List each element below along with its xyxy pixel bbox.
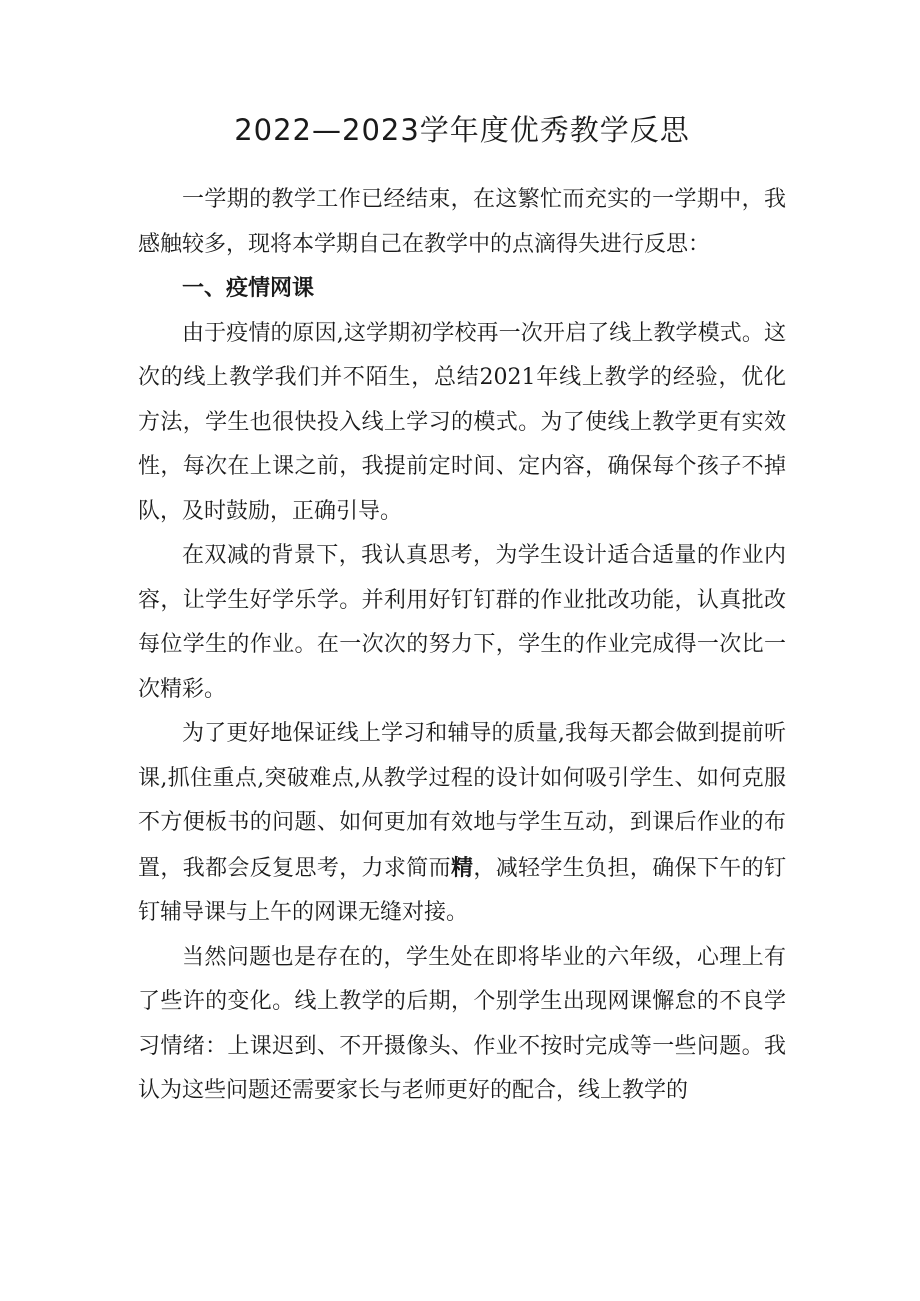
section-heading: 一、疫情网课 xyxy=(182,276,315,301)
paragraph-tutoring-text-a: 为了更好地保证线上学习和辅导的质量,我每天都会做到提前听课,抓住重点,突破难点,从教学过程的设计如何吸引学生、如何克服不方便板书的问题、如何更加有效地与学生互动，到课后作业的布置，我都会反复思考，力求简而 xyxy=(138,721,786,881)
paragraph-problems: 当然问题也是存在的，学生处在即将毕业的六年级，心理上有了些许的变化。线上教学的后期，个别学生出现网课懈怠的不良学习情绪：上课迟到、不开摄像头、作业不按时完成等一些问题。我认为这些问题还需要家长与老师更好的配合，线上教学的 xyxy=(138,944,786,1103)
paragraph-tutoring-quality xyxy=(138,712,786,936)
paragraph-tutoring-text-b: ，减轻学生负担，确保下午的钉钉辅导课与上午的网课无缝对接。 xyxy=(138,855,786,925)
document-body xyxy=(138,178,786,1114)
paragraph-online-teaching: 由于疫情的原因,这学期初学校再一次开启了线上教学模式。这次的线上教学我们并不陌生，总结2021年线上教学的经验，优化方法，学生也很快投入线上学习的模式。为了使线上教学更有实效性，每次在上课之前，我提前定时间、定内容，确保每个孩子不掉队，及时鼓励，正确引导。 xyxy=(138,320,786,524)
document-title: 2022—2023学年度优秀教学反思 xyxy=(234,113,690,147)
paragraph-homework: 在双减的背景下，我认真思考，为学生设计适合适量的作业内容，让学生好学乐学。并利用好钉钉群的作业批改功能，认真批改每位学生的作业。在一次次的努力下，学生的作业完成得一次比一次精彩。 xyxy=(138,543,786,702)
intro-paragraph: 一学期的教学工作已经结束，在这繁忙而充实的一学期中，我感触较多，现将本学期自己在教学中的点滴得失进行反思： xyxy=(138,187,786,257)
emphasis-word: 精 xyxy=(450,854,474,881)
